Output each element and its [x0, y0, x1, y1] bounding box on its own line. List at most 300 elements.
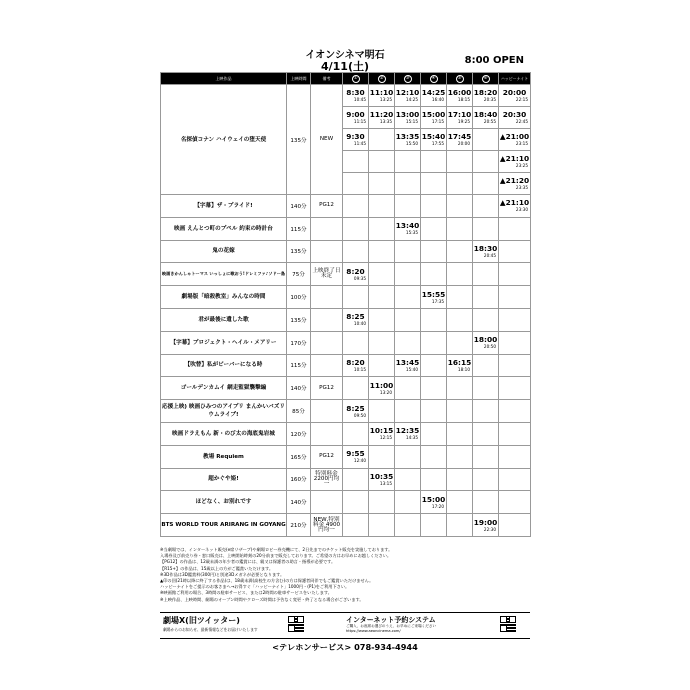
end-time: 15:35: [405, 230, 418, 236]
start-time: 11:20: [369, 110, 394, 119]
start-time: 13:45: [395, 357, 420, 367]
movie-title: 【字幕】プロジェクト・ヘイル・メアリー: [161, 331, 287, 354]
showtime-cell: [343, 400, 369, 423]
movie-title: 劇場版「暗殺教室」みんなの時間: [161, 286, 287, 309]
movie-duration: 170分: [287, 331, 311, 354]
start-time: 8:25: [346, 312, 365, 322]
end-time: 23:35: [515, 185, 528, 190]
showtime-cell: [421, 445, 447, 468]
showtime-cell: [447, 400, 473, 423]
end-time: 13:15: [379, 480, 392, 486]
start-time: 18:30: [473, 243, 498, 253]
showtime-cell: [447, 491, 473, 514]
showtime-cell: [473, 491, 499, 514]
showtime-cell: [499, 422, 531, 445]
start-time: 17:45: [447, 132, 472, 141]
showtime-cell: [343, 514, 369, 537]
showtime-cell: [499, 195, 531, 218]
showtime-cell: [499, 491, 531, 514]
showtime-cell: [369, 240, 395, 263]
showtime-cell: [343, 445, 369, 468]
start-time: 16:15: [447, 357, 472, 367]
divider: [160, 638, 530, 639]
showtime-cell: [395, 173, 421, 195]
movie-title: 名探偵コナン ハイウェイの堕天使: [161, 85, 287, 195]
showtime-cell: [473, 217, 499, 240]
showtime-cell: [395, 217, 421, 240]
showtime-cell: [343, 85, 369, 107]
showtime-cell: [395, 308, 421, 331]
table-body: [161, 85, 531, 537]
note-line: 入場券及び前売り券・窓口販売は、上映開始時刻の20分前まで販売しております。ご希望の方はお早めにお越しください。: [160, 553, 392, 559]
table-row: [161, 377, 531, 400]
movie-duration: 140分: [287, 377, 311, 400]
start-time: 8:25: [346, 403, 365, 413]
showtime-cell: [395, 491, 421, 514]
showtime-cell: [369, 422, 395, 445]
movie-title: 教場 Requiem: [161, 445, 287, 468]
showtime-cell: [369, 445, 395, 468]
twitter-label: 劇場X(旧ツイッター): [163, 616, 240, 625]
showtime-cell: [447, 377, 473, 400]
end-time: 20:55: [483, 119, 496, 124]
col-title: 上映作品: [161, 73, 287, 85]
end-time: 09:35: [353, 275, 366, 281]
open-time: 8:00 OPEN: [464, 55, 524, 66]
showtime-cell: [473, 240, 499, 263]
theater-name: イオンシネマ明石: [305, 50, 385, 61]
showtime-cell: [447, 422, 473, 445]
end-time: 14:35: [405, 435, 418, 441]
table-row: [161, 217, 531, 240]
twitter-subtext: 劇場からのお知らせ、最新情報などをお届けいたします: [163, 627, 258, 632]
showtime-cell: [421, 331, 447, 354]
end-time: 17:20: [431, 503, 444, 509]
note-line: ハッピーナイトをご提示のお客さまへ→お得すぐ「ハッピーナイト」1000円・(P1)をご利用下さい。: [160, 584, 350, 590]
showtime-cell: [473, 468, 499, 491]
movie-title: BTS WORLD TOUR ARIRANG IN GOYANG: [161, 514, 287, 537]
start-time: 10:35: [369, 471, 394, 481]
showtime-cell: [395, 151, 421, 173]
showtime-cell: [421, 422, 447, 445]
showtime-cell: [421, 308, 447, 331]
showtime-cell: [499, 240, 531, 263]
showtime-cell: [499, 468, 531, 491]
end-time: 20:50: [483, 344, 496, 350]
reservation-qr-icon: [500, 616, 516, 632]
note-line: ※3D作品は3D鑑賞料(300円)と別途3Dメガネが必要となります。: [160, 571, 285, 577]
note-line: ※当劇場では、インターネット販売(e席リザーブ)や劇場ロビー券売機にて、2日先までのチケット販売を実施しております。: [160, 547, 393, 552]
table-row: [161, 400, 531, 423]
end-time: 18:10: [457, 366, 470, 372]
movie-duration: 115分: [287, 354, 311, 377]
start-time: 11:10: [369, 88, 394, 97]
showtime-cell: [343, 308, 369, 331]
movie-title: 【字幕】ザ・プライド!: [161, 195, 287, 218]
col-screen-5: ⑤: [447, 73, 473, 85]
movie-duration: 100分: [287, 286, 311, 309]
movie-duration: 135分: [287, 240, 311, 263]
showtime-cell: [499, 354, 531, 377]
showtime-cell: [369, 491, 395, 514]
showtime-cell: [343, 151, 369, 173]
movie-rating: PG12: [311, 377, 343, 400]
note-line: ※映画館ご利用の場合、3時間の駐車サービス、または2時間の駐車サービスをいたします。: [160, 590, 332, 596]
start-time: 8:20: [346, 357, 365, 367]
movie-rating: [311, 331, 343, 354]
start-time: 15:00: [421, 494, 446, 504]
table-row: [161, 491, 531, 514]
start-time: 20:00: [502, 88, 527, 97]
note-line: ※上映作品、上映時間、劇場のオープン時間やクローズ時間は予告なく変更・終了となる場合がございます。: [160, 596, 364, 602]
start-time: 9:00: [346, 110, 365, 119]
end-time: 15:50: [405, 141, 418, 146]
showtime-cell: [499, 445, 531, 468]
table-row: [161, 354, 531, 377]
start-time: 12:10: [395, 88, 420, 97]
showtime-cell: [499, 331, 531, 354]
showtime-cell: [447, 217, 473, 240]
showtime-cell: [395, 263, 421, 286]
showtime-cell: [369, 354, 395, 377]
showtime-cell: [421, 151, 447, 173]
showtime-cell: [447, 85, 473, 107]
start-time: 15:00: [421, 110, 446, 119]
note-line: 【PG12】の作品は、12歳未満の年少者の鑑賞には、親又は保護者の助言・指導が必要です。: [160, 559, 336, 565]
start-time: 9:55: [346, 449, 365, 459]
end-time: 20:35: [483, 97, 496, 102]
showtime-cell: [369, 85, 395, 107]
showtime-cell: [369, 286, 395, 309]
showtime-cell: [343, 377, 369, 400]
start-time: ▲21:10: [499, 154, 530, 163]
movie-rating: [311, 286, 343, 309]
showtime-cell: [473, 354, 499, 377]
table-row: [161, 195, 531, 218]
end-time: 11:45: [353, 141, 366, 146]
end-time: 22:30: [483, 526, 496, 532]
start-time: 20:30: [502, 110, 527, 119]
start-time: 18:20: [473, 88, 498, 97]
showtime-cell: [499, 286, 531, 309]
showtime-cell: [447, 107, 473, 129]
start-time: 9:30: [346, 132, 365, 141]
showtime-cell: [421, 240, 447, 263]
showtime-cell: [369, 263, 395, 286]
showtime-cell: [447, 240, 473, 263]
movie-duration: 135分: [287, 85, 311, 195]
end-time: 23:30: [515, 207, 528, 213]
end-time: 09:50: [353, 412, 366, 418]
end-time: 13:20: [379, 389, 392, 395]
showtime-cell: [395, 468, 421, 491]
showtime-cell: [343, 422, 369, 445]
movie-title: 超かぐや姫!: [161, 468, 287, 491]
start-time: 14:25: [421, 88, 446, 97]
start-time: 19:00: [473, 517, 498, 527]
showtime-cell: [473, 195, 499, 218]
showtime-cell: [369, 514, 395, 537]
showtime-cell: [447, 445, 473, 468]
movie-rating: [311, 354, 343, 377]
end-time: 17:55: [431, 141, 444, 146]
showtime-cell: [421, 400, 447, 423]
showtime-cell: [447, 195, 473, 218]
showtime-cell: [369, 331, 395, 354]
showtime-cell: [395, 286, 421, 309]
twitter-qr-icon: [288, 616, 304, 632]
end-time: 13:25: [379, 97, 392, 102]
end-time: 17:15: [431, 119, 444, 124]
table-row: [161, 85, 531, 107]
showtime-cell: [395, 240, 421, 263]
showtime-cell: [421, 129, 447, 151]
end-time: 22:15: [515, 97, 528, 102]
showtime-cell: [473, 422, 499, 445]
movie-rating: [311, 400, 343, 423]
end-time: 22:45: [515, 119, 528, 124]
showtime-cell: [395, 445, 421, 468]
col-happy-night: ハッピーナイト: [499, 73, 531, 85]
end-time: 20:45: [483, 252, 496, 258]
showtime-cell: [473, 107, 499, 129]
showtime-cell: [369, 468, 395, 491]
note-line: ▲印の回(21時以降に終了する作品)は、18歳未満(高校生の方含む)の方は保護者同伴でもご鑑賞いただけません。: [160, 578, 374, 584]
start-time: 12:35: [395, 426, 420, 436]
showtime-cell: [499, 173, 531, 195]
movie-rating: 上映終了日未定: [311, 263, 343, 286]
end-time: 10:40: [353, 321, 366, 327]
start-time: 13:40: [395, 221, 420, 231]
showtime-cell: [343, 354, 369, 377]
showtime-cell: [369, 377, 395, 400]
showtime-cell: [421, 173, 447, 195]
showtime-cell: [499, 400, 531, 423]
showtime-cell: [369, 107, 395, 129]
showtime-cell: [473, 286, 499, 309]
table-row: [161, 468, 531, 491]
start-time: 18:40: [473, 110, 498, 119]
showtime-cell: [447, 173, 473, 195]
showtime-cell: [421, 217, 447, 240]
movie-duration: 165分: [287, 445, 311, 468]
col-rating: 備考: [311, 73, 343, 85]
showtime-cell: [395, 377, 421, 400]
showtime-cell: [447, 308, 473, 331]
showtime-cell: [369, 151, 395, 173]
movie-rating: PG12: [311, 445, 343, 468]
movie-rating: [311, 308, 343, 331]
movie-title: 【吹替】私がビーバーになる時: [161, 354, 287, 377]
start-time: 15:55: [421, 289, 446, 299]
start-time: 8:20: [346, 266, 365, 276]
showtime-cell: [343, 195, 369, 218]
showtime-cell: [343, 263, 369, 286]
table-row: [161, 240, 531, 263]
table-row: [161, 445, 531, 468]
movie-title: 映画きかんしゃトーマス いっしょに歌おう!ドレミファ♪ソドー島: [161, 263, 287, 286]
movie-rating: NEW,特別料金 4900円均一: [311, 514, 343, 537]
showtime-cell: [447, 151, 473, 173]
start-time: 11:00: [369, 380, 394, 390]
start-time: 13:00: [395, 110, 420, 119]
col-screen-3: ③: [395, 73, 421, 85]
showtime-table: [160, 72, 531, 537]
table-row: [161, 422, 531, 445]
showtime-cell: [395, 354, 421, 377]
showtime-cell: [369, 400, 395, 423]
end-time: 18:15: [457, 97, 470, 102]
showtime-cell: [395, 400, 421, 423]
showtime-cell: [421, 263, 447, 286]
note-line: 【R15+】の作品は、15歳以上の方がご鑑賞いただけます。: [160, 565, 274, 571]
net-reservation-subtext: ご購入、お座席お選びのうえ、お早めにご来場ください https://www.aeoncinema.com/: [346, 624, 437, 633]
showtime-cell: [447, 354, 473, 377]
showtime-cell: [343, 173, 369, 195]
showtime-cell: [447, 263, 473, 286]
showtime-cell: [499, 217, 531, 240]
showtime-cell: [473, 331, 499, 354]
showtime-cell: [343, 331, 369, 354]
showtime-cell: [343, 286, 369, 309]
showtime-cell: [343, 491, 369, 514]
end-time: 11:15: [353, 119, 366, 124]
end-time: 19:25: [457, 119, 470, 124]
net-reservation-title: インターネット予約システム: [346, 616, 436, 624]
movie-duration: 160分: [287, 468, 311, 491]
showtime-cell: [473, 308, 499, 331]
showtime-cell: [473, 173, 499, 195]
showtime-cell: [473, 514, 499, 537]
table-row: [161, 308, 531, 331]
end-time: 15:15: [405, 119, 418, 124]
showtime-cell: [473, 129, 499, 151]
schedule-date: 4/11(土): [320, 60, 370, 73]
showtime-cell: [473, 263, 499, 286]
start-time: 16:00: [447, 88, 472, 97]
start-time: ▲21:00: [499, 132, 530, 141]
showtime-cell: [343, 240, 369, 263]
end-time: 13:35: [379, 119, 392, 124]
movie-duration: 85分: [287, 400, 311, 423]
showtime-cell: [447, 514, 473, 537]
showtime-cell: [421, 195, 447, 218]
showtime-cell: [369, 217, 395, 240]
showtime-cell: [395, 85, 421, 107]
movie-title: 映画 えんとつ町のプペル 約束の時計台: [161, 217, 287, 240]
showtime-cell: [473, 151, 499, 173]
showtime-cell: [395, 107, 421, 129]
start-time: 18:00: [473, 335, 498, 345]
showtime-cell: [473, 85, 499, 107]
movie-title: 鬼の花嫁: [161, 240, 287, 263]
showtime-cell: [499, 107, 531, 129]
start-time: ▲21:10: [499, 198, 530, 208]
table-header-row: [161, 73, 531, 85]
col-duration: 上映時間: [287, 73, 311, 85]
col-screen-6: ⑥: [473, 73, 499, 85]
end-time: 17:35: [431, 298, 444, 304]
movie-rating: [311, 422, 343, 445]
showtime-cell: [473, 377, 499, 400]
movie-title: 映画ドラえもん 新・のび太の海底鬼岩城: [161, 422, 287, 445]
showtime-cell: [395, 129, 421, 151]
end-time: 15:40: [405, 366, 418, 372]
showtime-cell: [447, 129, 473, 151]
start-time: 15:40: [421, 132, 446, 141]
movie-duration: 140分: [287, 195, 311, 218]
showtime-cell: [499, 377, 531, 400]
notes: [160, 547, 530, 603]
start-time: 8:30: [346, 88, 365, 97]
movie-rating: PG12: [311, 195, 343, 218]
showtime-cell: [369, 308, 395, 331]
start-time: 13:35: [395, 132, 420, 141]
showtime-cell: [369, 195, 395, 218]
end-time: 23:25: [515, 163, 528, 168]
col-screen-1: ①: [343, 73, 369, 85]
showtime-cell: [369, 129, 395, 151]
end-time: 14:25: [405, 97, 418, 102]
showtime-cell: [395, 195, 421, 218]
table-row: [161, 514, 531, 537]
showtime-cell: [499, 308, 531, 331]
showtime-cell: [343, 107, 369, 129]
showtime-cell: [473, 445, 499, 468]
movie-duration: 135分: [287, 308, 311, 331]
footer: [160, 613, 530, 670]
table-row: [161, 286, 531, 309]
movie-rating: 特別料金 2200円均一: [311, 468, 343, 491]
movie-duration: 210分: [287, 514, 311, 537]
showtime-cell: [395, 331, 421, 354]
showtime-cell: [421, 514, 447, 537]
start-time: ▲21:20: [499, 176, 530, 185]
showtime-cell: [447, 286, 473, 309]
movie-duration: 140分: [287, 491, 311, 514]
movie-duration: 75分: [287, 263, 311, 286]
showtime-cell: [447, 468, 473, 491]
movie-rating: [311, 491, 343, 514]
telephone-service: <テレホンサービス> 078-934-4944: [272, 642, 418, 652]
col-screen-2: ②: [369, 73, 395, 85]
movie-duration: 120分: [287, 422, 311, 445]
table-row: [161, 263, 531, 286]
showtime-cell: [421, 85, 447, 107]
showtime-cell: [369, 173, 395, 195]
end-time: 12:15: [379, 435, 392, 441]
end-time: 10:45: [353, 97, 366, 102]
showtime-cell: [421, 107, 447, 129]
movie-rating: [311, 240, 343, 263]
showtime-cell: [447, 331, 473, 354]
movie-title: 応援上映) 映画ひみつのアイプリ まんかいバズリウムライブ!: [161, 400, 287, 423]
showtime-cell: [395, 514, 421, 537]
movie-title: ほどなく、お別れです: [161, 491, 287, 514]
end-time: 10:15: [353, 366, 366, 372]
showtime-cell: [395, 422, 421, 445]
end-time: 12:40: [353, 458, 366, 464]
end-time: 16:40: [431, 97, 444, 102]
showtime-cell: [421, 286, 447, 309]
end-time: 23:15: [515, 141, 528, 146]
showtime-cell: [421, 377, 447, 400]
movie-rating: [311, 217, 343, 240]
showtime-cell: [343, 468, 369, 491]
showtime-cell: [499, 514, 531, 537]
movie-duration: 115分: [287, 217, 311, 240]
showtime-cell: [343, 129, 369, 151]
